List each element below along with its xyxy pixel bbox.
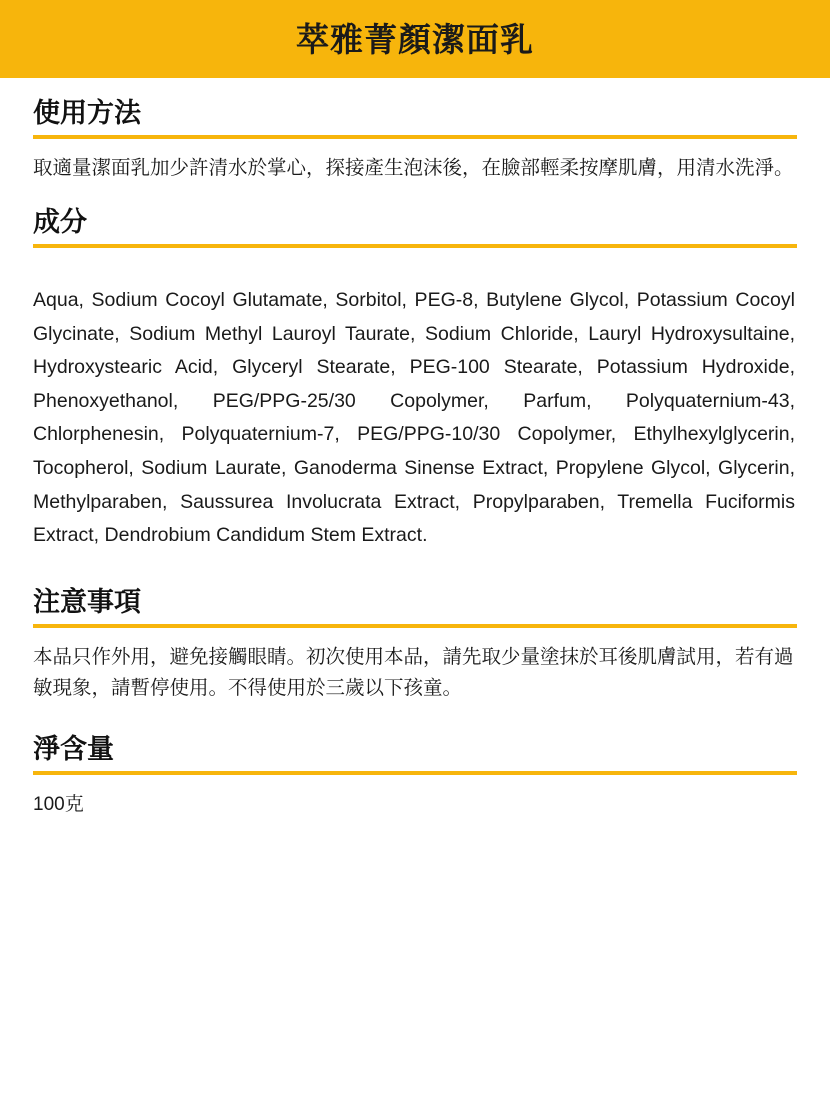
section-heading-net-content: 淨含量 bbox=[33, 733, 114, 764]
ingredients-text: Aqua, Sodium Cocoyl Glutamate, Sorbitol, PEG-8, Butylene Glycol, Potassium Cocoyl Glycinate, Sodium Methyl Lauroyl Taurate, Sodium Chloride, Lauryl Hydroxysultaine, Hydroxystearic Acid, Glyceryl Stearate, PEG-100 Stearate, Potassium Hydroxide, Phenoxyethanol, PEG/PPG-25/30 Copolymer, Parfum, Polyquaternium-43, Chlorphenesin, Polyquaternium-7, PEG/PPG-10/30 Copolymer, Ethylhexylglycerin, Tocopherol, Sodium Laurate, Ganoderma Sinense Extract, Propylene Glycol, Glycerin, Methylparaben, Saussurea Involucrata Extract, Propylparaben, Tremella Fuciformis Extract, Dendrobium Candidum Stem Extract. bbox=[33, 289, 795, 547]
section-heading-caution: 注意事項 bbox=[33, 586, 141, 617]
section-caution bbox=[33, 553, 797, 704]
divider-ingredients bbox=[33, 244, 797, 248]
divider-usage bbox=[33, 135, 797, 139]
content-area bbox=[0, 78, 830, 820]
section-heading-ingredients: 成分 bbox=[33, 207, 87, 238]
net-content-value: 100克 bbox=[33, 794, 84, 816]
divider-net-content bbox=[33, 771, 797, 775]
section-net-content bbox=[33, 704, 797, 820]
page-title: 萃雅菁顏潔面乳 bbox=[296, 20, 534, 58]
caution-text: 本品只作外用，避免接觸眼睛。初次使用本品，請先取少量塗抹於耳後肌膚試用，若有過敏現象，請暫停使用。不得使用於三歲以下孩童。 bbox=[33, 645, 794, 699]
section-heading-usage: 使用方法 bbox=[33, 98, 141, 128]
usage-text: 取適量潔面乳加少許清水於掌心，探接產生泡沫後，在臉部輕柔按摩肌膚，用清水洗淨。 bbox=[33, 157, 794, 180]
section-ingredients bbox=[33, 183, 797, 552]
header-bar bbox=[0, 0, 830, 78]
section-usage bbox=[33, 78, 797, 183]
ingredients-spacer bbox=[33, 262, 797, 270]
divider-caution bbox=[33, 624, 797, 628]
